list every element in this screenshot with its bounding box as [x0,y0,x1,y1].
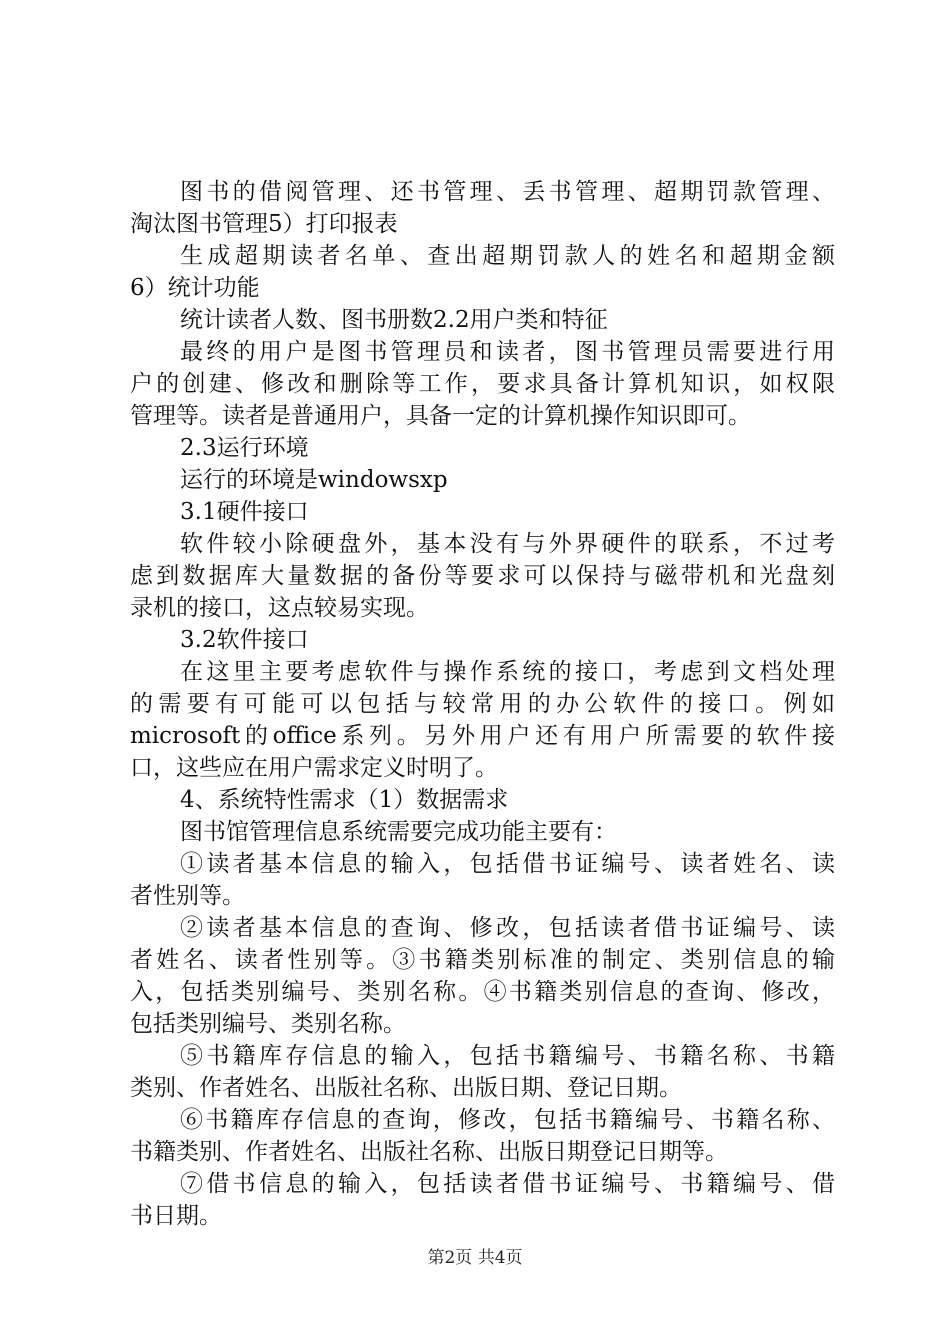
text-line: 4、系统特性需求（1）数据需求 [180,787,509,813]
text-line: 3.1硬件接口 [180,499,309,525]
text-line: 虑到数据库大量数据的备份等要求可以保持与磁带机和光盘刻 [130,563,835,589]
text-line: 者姓名、读者性别等。③书籍类别标准的制定、类别信息的输 [130,947,835,973]
page-footer: 第2页 共4页 [427,1248,523,1268]
text-line: microsoft的office系列。另外用户还有用户所需要的软件接 [130,723,835,749]
text-line: 口，这些应在用户需求定义时明了。 [130,755,498,781]
text-line: 录机的接口，这点较易实现。 [130,595,429,621]
text-line: 软件较小除硬盘外，基本没有与外界硬件的联系，不过考 [180,531,835,557]
text-line: 图书馆管理信息系统需要完成功能主要有： [180,819,617,845]
text-line: 者性别等。 [130,883,245,909]
text-line: 入，包括类别编号、类别名称。④书籍类别信息的查询、修改， [130,979,835,1005]
text-line: 运行的环境是windowsxp [180,467,448,493]
text-line: ①读者基本信息的输入，包括借书证编号、读者姓名、读 [180,851,835,877]
text-line: 统计读者人数、图书册数2.2用户类和特征 [180,307,608,333]
text-line: 图书的借阅管理、还书管理、丢书管理、超期罚款管理、 [180,179,835,205]
text-line: ⑤书籍库存信息的输入，包括书籍编号、书籍名称、书籍 [180,1043,835,1069]
text-line: 在这里主要考虑软件与操作系统的接口，考虑到文档处理 [180,659,835,685]
text-line: 书籍类别、作者姓名、出版社名称、出版日期登记日期等。 [130,1139,728,1165]
text-line: 最终的用户是图书管理员和读者，图书管理员需要进行用 [180,339,835,365]
text-line: 类别、作者姓名、出版社名称、出版日期、登记日期。 [130,1075,682,1101]
text-line: 的需要有可能可以包括与较常用的办公软件的接口。例如 [130,691,835,717]
text-line: 生成超期读者名单、查出超期罚款人的姓名和超期金额 [180,243,835,269]
text-line: 淘汰图书管理5）打印报表 [130,211,398,237]
text-line: 户的创建、修改和删除等工作，要求具备计算机知识，如权限 [130,371,835,397]
text-line: 书日期。 [130,1203,222,1229]
text-line: 6）统计功能 [130,275,260,301]
text-line: ⑥书籍库存信息的查询，修改，包括书籍编号、书籍名称、 [180,1107,835,1133]
text-line: ⑦借书信息的输入，包括读者借书证编号、书籍编号、借 [180,1171,835,1197]
document-body [130,176,835,1232]
text-line: 管理等。读者是普通用户，具备一定的计算机操作知识即可。 [130,403,751,429]
text-line: 3.2软件接口 [180,627,309,653]
text-line: 包括类别编号、类别名称。 [130,1011,406,1037]
text-line: 2.3运行环境 [180,435,309,461]
text-line: ②读者基本信息的查询、修改，包括读者借书证编号、读 [180,915,835,941]
